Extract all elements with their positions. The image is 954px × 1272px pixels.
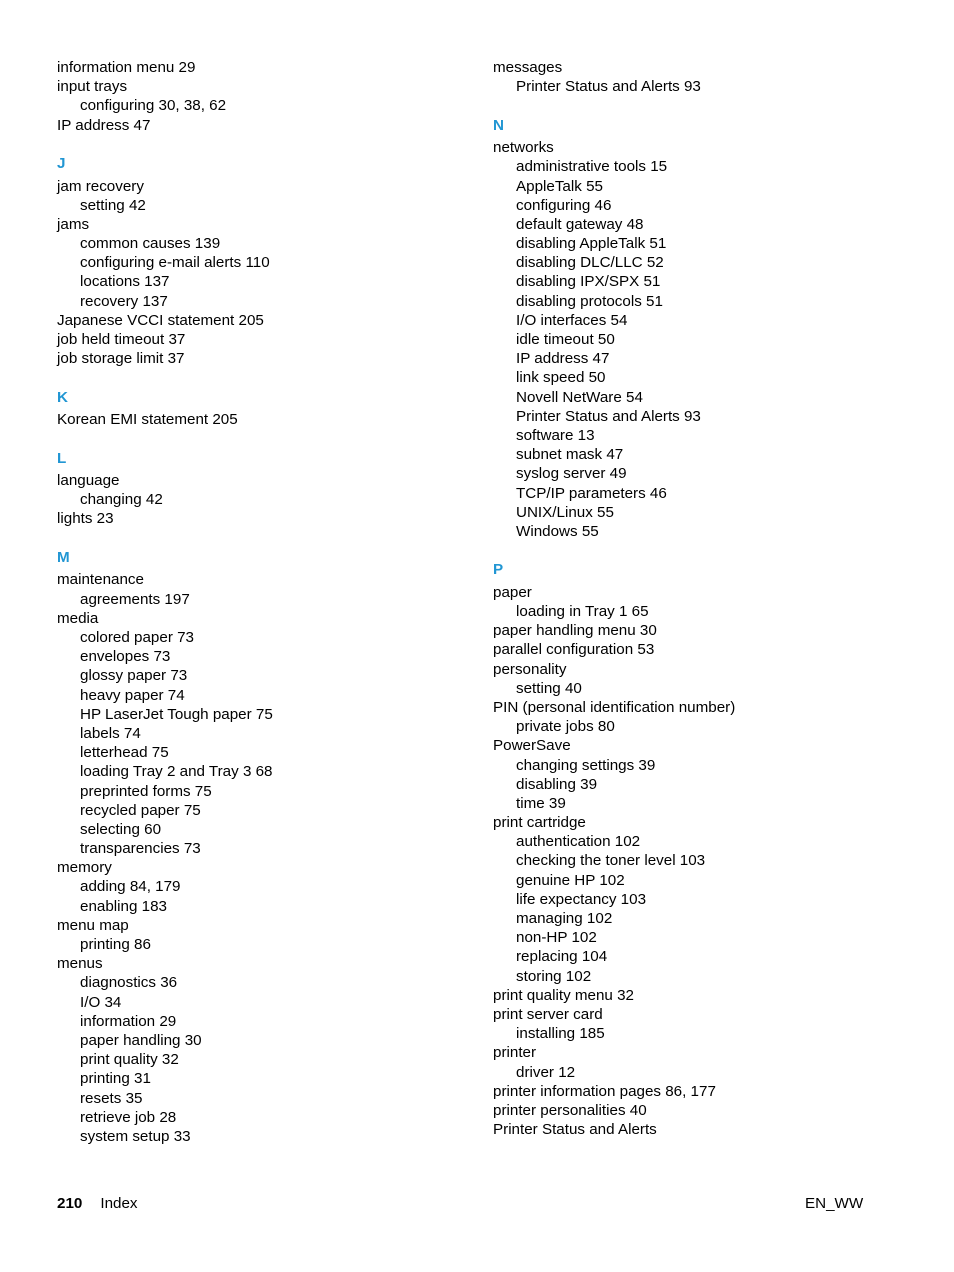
index-subentry: transparencies 73 bbox=[80, 840, 201, 858]
index-subentry: diagnostics 36 bbox=[80, 974, 178, 992]
index-subentry: preprinted forms 75 bbox=[80, 782, 212, 800]
index-subentry: changing 42 bbox=[80, 491, 163, 509]
index-entry: jam recovery bbox=[57, 177, 144, 195]
page-footer-left bbox=[57, 1194, 138, 1213]
index-subentry: Windows 55 bbox=[516, 522, 599, 540]
index-entry: printer personalities 40 bbox=[493, 1101, 647, 1119]
index-subentry: Novell NetWare 54 bbox=[516, 388, 643, 406]
index-entry: messages bbox=[493, 59, 563, 76]
index-subentry: driver 12 bbox=[516, 1063, 576, 1081]
index-letter-heading: P bbox=[493, 561, 504, 579]
index-entry: print quality menu 32 bbox=[493, 986, 634, 1004]
index-letter-heading: N bbox=[493, 116, 504, 134]
index-subentry: agreements 197 bbox=[80, 590, 190, 608]
index-subentry: TCP/IP parameters 46 bbox=[516, 484, 667, 502]
index-subentry: HP LaserJet Tough paper 75 bbox=[80, 705, 273, 723]
index-subentry: syslog server 49 bbox=[516, 465, 627, 483]
index-entry: print server card bbox=[493, 1005, 603, 1023]
index-subentry: recovery 137 bbox=[80, 292, 168, 310]
index-entry: job storage limit 37 bbox=[57, 350, 185, 368]
index-subentry: heavy paper 74 bbox=[80, 686, 185, 704]
index-subentry: replacing 104 bbox=[516, 948, 608, 966]
index-subentry: genuine HP 102 bbox=[516, 871, 625, 889]
index-letter-heading: M bbox=[57, 548, 70, 566]
index-subentry: non-HP 102 bbox=[516, 929, 597, 947]
index-subentry: common causes 139 bbox=[80, 235, 221, 253]
index-subentry: locations 137 bbox=[80, 273, 170, 291]
index-subentry: link speed 50 bbox=[516, 369, 606, 387]
index-entry: lights 23 bbox=[57, 510, 114, 528]
index-entry: paper handling menu 30 bbox=[493, 622, 657, 640]
index-subentry: configuring 46 bbox=[516, 196, 612, 214]
index-subentry: system setup 33 bbox=[80, 1127, 191, 1145]
index-subentry: setting 40 bbox=[516, 679, 582, 697]
page-footer-right bbox=[805, 1194, 863, 1213]
index-entry: networks bbox=[493, 139, 554, 157]
index-entry: menus bbox=[57, 955, 103, 973]
index-letter-heading: J bbox=[57, 154, 66, 172]
index-subentry: loading Tray 2 and Tray 3 68 bbox=[80, 763, 273, 781]
index-subentry: loading in Tray 1 65 bbox=[516, 603, 649, 621]
index-subentry: default gateway 48 bbox=[516, 215, 644, 233]
index-subentry: disabling protocols 51 bbox=[516, 292, 663, 310]
index-subentry: colored paper 73 bbox=[80, 629, 194, 646]
index-entry: media bbox=[57, 609, 99, 627]
index-entry: printer bbox=[493, 1044, 537, 1062]
page-number: 210 bbox=[57, 1195, 83, 1212]
index-subentry: printing 31 bbox=[80, 1070, 151, 1088]
index-entry: Japanese VCCI statement 205 bbox=[57, 311, 264, 329]
section-name: Index bbox=[100, 1195, 138, 1212]
index-subentry: setting 42 bbox=[80, 196, 146, 214]
index-subentry: Printer Status and Alerts 93 bbox=[516, 78, 701, 96]
index-entry: parallel configuration 53 bbox=[493, 641, 655, 659]
index-entry: personality bbox=[493, 660, 567, 678]
index-subentry: I/O 34 bbox=[80, 993, 122, 1011]
index-letter-heading: K bbox=[57, 388, 68, 406]
index-entry: menu map bbox=[57, 916, 129, 934]
index-subentry: selecting 60 bbox=[80, 820, 162, 838]
index-entry: PowerSave bbox=[493, 737, 571, 755]
index-subentry: disabling DLC/LLC 52 bbox=[516, 254, 664, 272]
index-subentry: software 13 bbox=[516, 426, 595, 444]
index-entry: printer information pages 86, 177 bbox=[493, 1082, 716, 1100]
index-entry: language bbox=[57, 472, 120, 490]
index-subentry: print quality 32 bbox=[80, 1051, 179, 1069]
index-subentry: installing 185 bbox=[516, 1025, 605, 1043]
index-subentry: managing 102 bbox=[516, 910, 613, 928]
index-subentry: printing 86 bbox=[80, 936, 151, 953]
index-subentry: administrative tools 15 bbox=[516, 158, 668, 176]
locale-code: EN_WW bbox=[805, 1195, 864, 1212]
index-entry: IP address 47 bbox=[57, 116, 151, 134]
index-subentry: idle timeout 50 bbox=[516, 331, 615, 349]
index-entry: memory bbox=[57, 859, 112, 877]
index-subentry: authentication 102 bbox=[516, 833, 641, 851]
index-subentry: AppleTalk 55 bbox=[516, 177, 603, 195]
index-subentry: adding 84, 179 bbox=[80, 878, 181, 896]
index-subentry: information 29 bbox=[80, 1012, 177, 1030]
index-column-right bbox=[493, 58, 923, 1139]
index-subentry: storing 102 bbox=[516, 967, 592, 985]
index-subentry: disabling 39 bbox=[516, 775, 598, 793]
index-entry: job held timeout 37 bbox=[57, 331, 186, 349]
index-subentry: I/O interfaces 54 bbox=[516, 311, 628, 329]
index-entry: print cartridge bbox=[493, 814, 586, 832]
index-subentry: letterhead 75 bbox=[80, 744, 169, 762]
index-entry: Korean EMI statement 205 bbox=[57, 411, 238, 429]
index-subentry: Printer Status and Alerts 93 bbox=[516, 407, 701, 425]
index-entry: paper bbox=[493, 583, 532, 601]
index-subentry: time 39 bbox=[516, 794, 566, 812]
index-entry: Printer Status and Alerts bbox=[493, 1121, 657, 1139]
index-subentry: private jobs 80 bbox=[516, 718, 615, 736]
index-subentry: resets 35 bbox=[80, 1089, 143, 1107]
index-subentry: changing settings 39 bbox=[516, 756, 656, 774]
index-subentry: disabling IPX/SPX 51 bbox=[516, 273, 661, 291]
index-subentry: enabling 183 bbox=[80, 897, 167, 915]
index-subentry: subnet mask 47 bbox=[516, 446, 624, 464]
index-subentry: checking the toner level 103 bbox=[516, 852, 706, 870]
index-subentry: paper handling 30 bbox=[80, 1031, 202, 1049]
index-entry: information menu 29 bbox=[57, 59, 196, 76]
index-letter-heading: L bbox=[57, 449, 67, 467]
index-subentry: labels 74 bbox=[80, 724, 141, 742]
index-subentry: retrieve job 28 bbox=[80, 1108, 177, 1126]
index-entry: jams bbox=[57, 215, 90, 233]
index-column-left bbox=[57, 58, 457, 1146]
index-entry: PIN (personal identification number) bbox=[493, 698, 736, 716]
index-subentry: configuring 30, 38, 62 bbox=[80, 97, 227, 115]
index-subentry: envelopes 73 bbox=[80, 648, 171, 666]
index-subentry: UNIX/Linux 55 bbox=[516, 503, 614, 521]
index-subentry: glossy paper 73 bbox=[80, 667, 188, 685]
index-subentry: recycled paper 75 bbox=[80, 801, 201, 819]
index-subentry: configuring e-mail alerts 110 bbox=[80, 254, 270, 272]
index-entry: input trays bbox=[57, 78, 128, 96]
index-subentry: disabling AppleTalk 51 bbox=[516, 235, 667, 253]
index-subentry: life expectancy 103 bbox=[516, 890, 647, 908]
index-subentry: IP address 47 bbox=[516, 350, 610, 368]
index-entry: maintenance bbox=[57, 571, 144, 589]
